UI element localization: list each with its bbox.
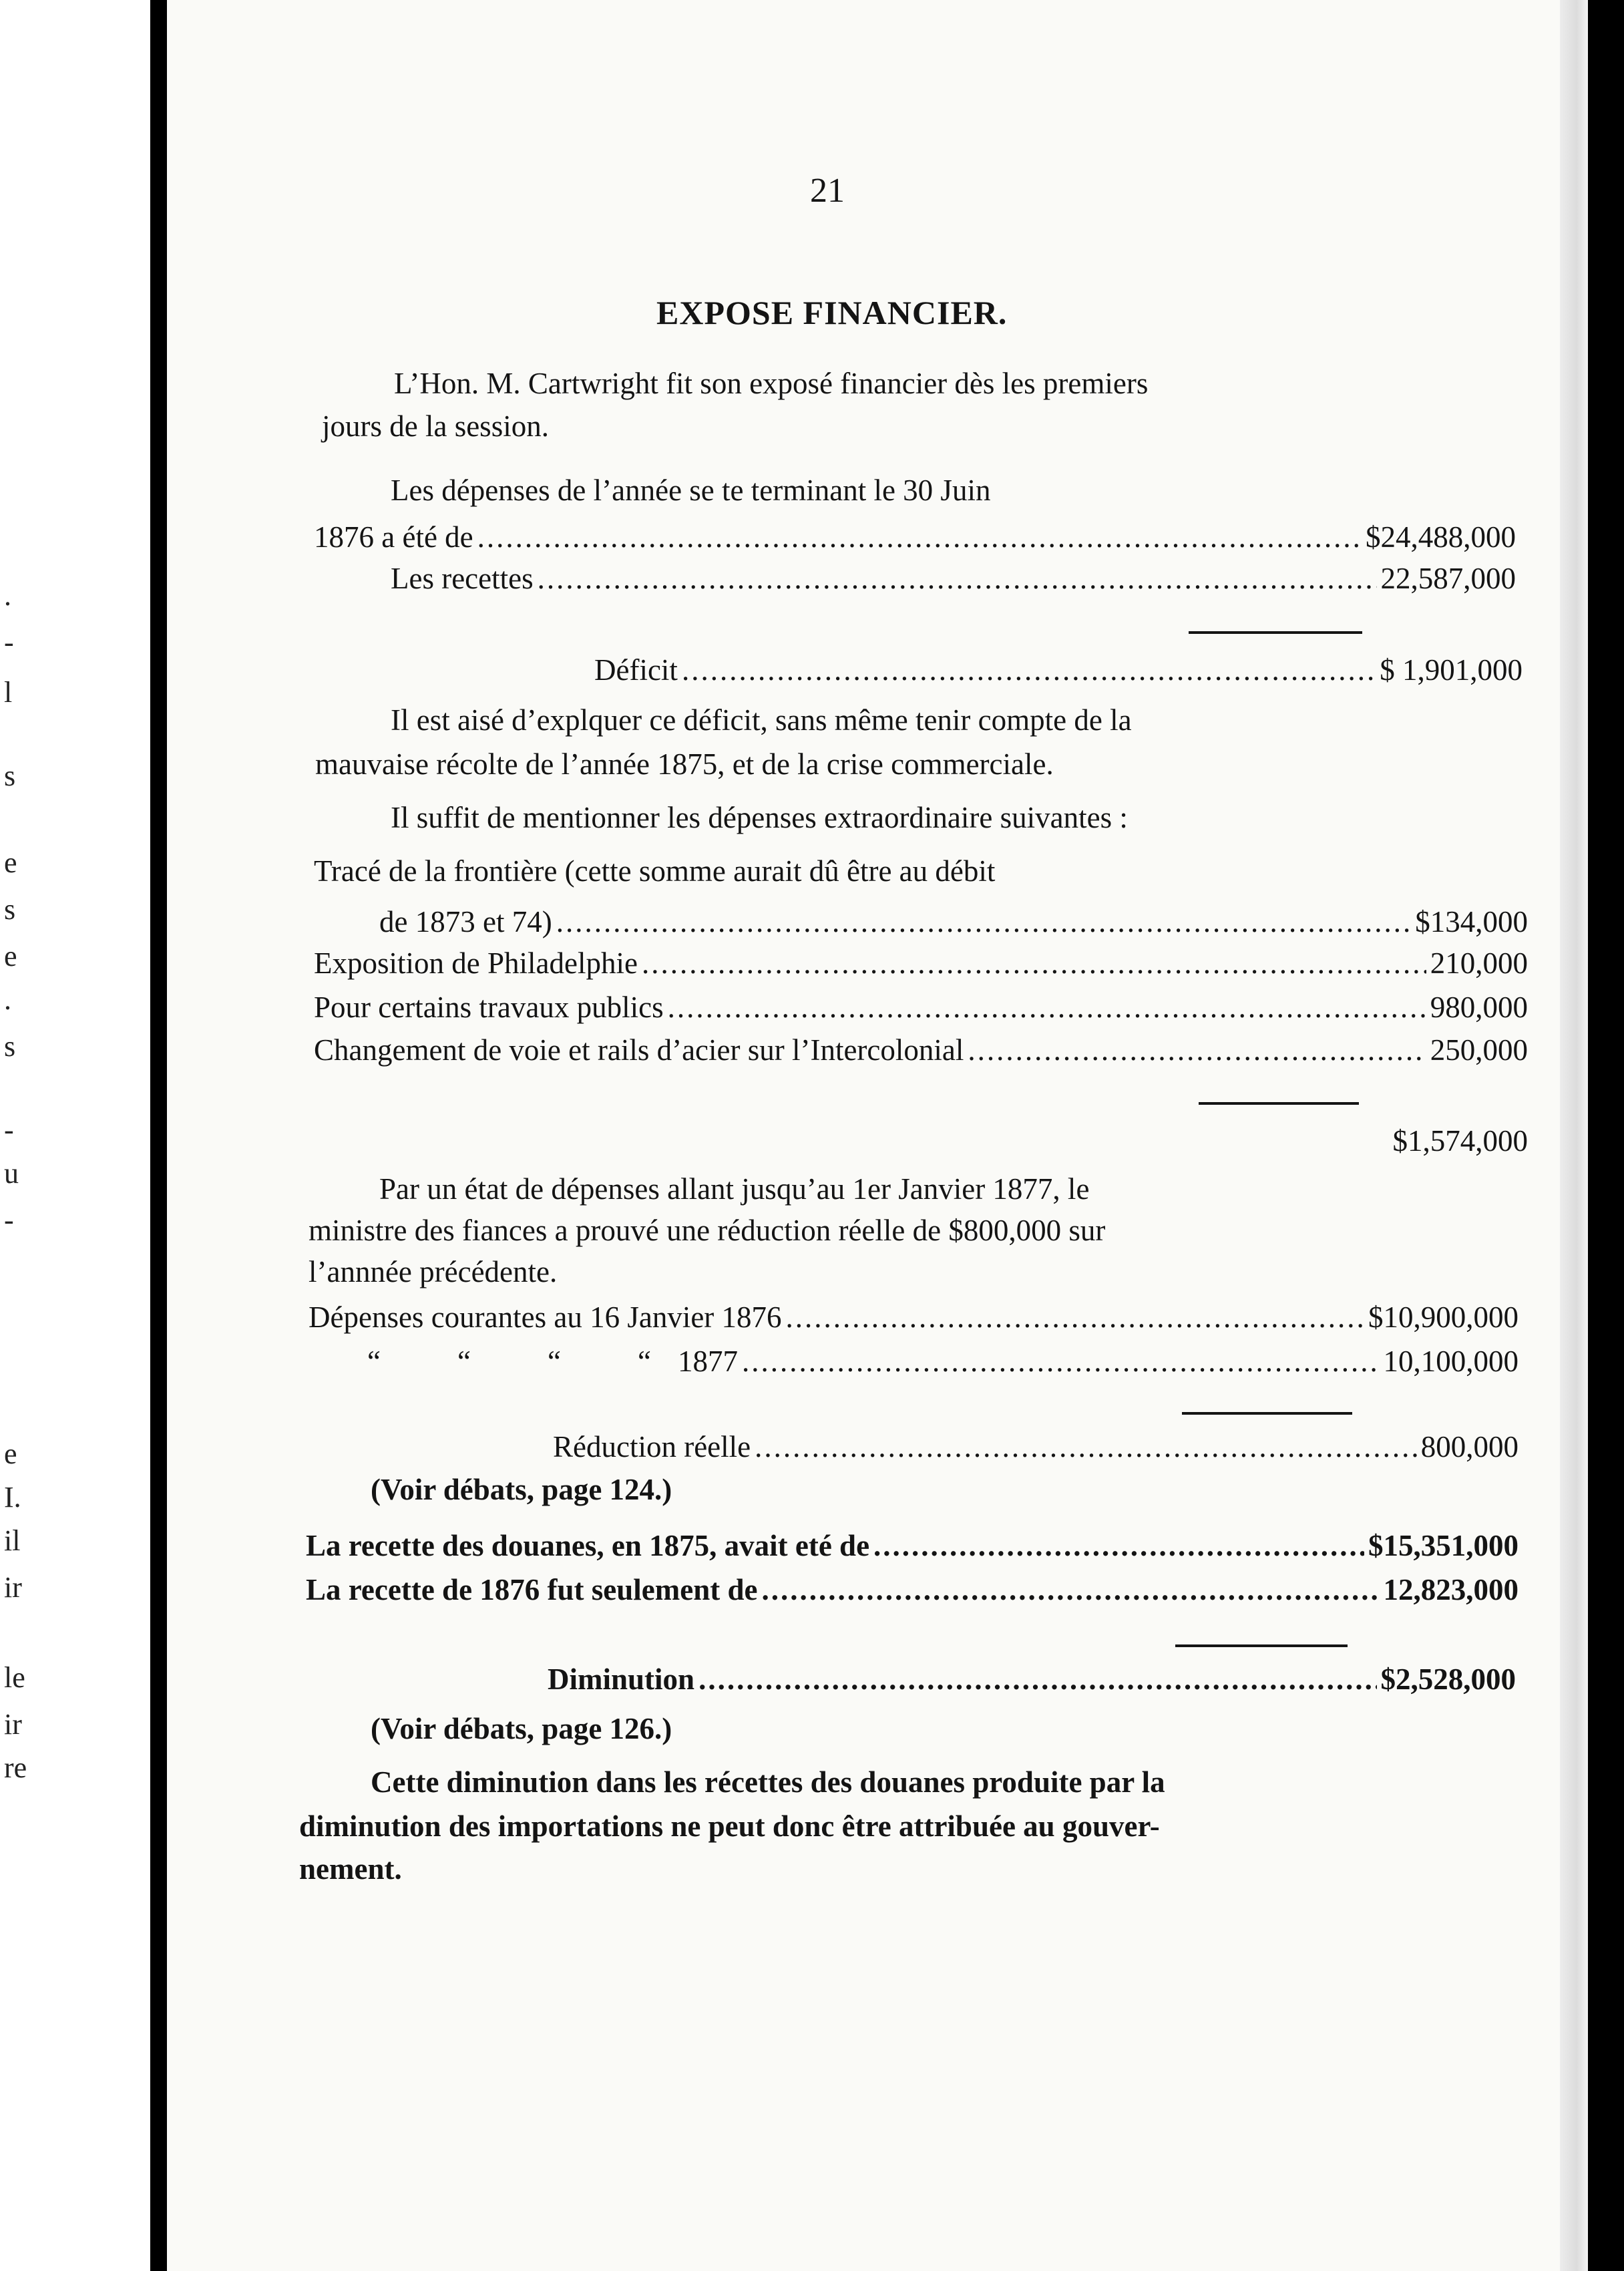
left-page-fragment xyxy=(0,0,150,2271)
depenses-label: 1876 a été de xyxy=(314,520,473,554)
left-page-text-fragment: e xyxy=(4,1437,17,1470)
deficit-label: Déficit xyxy=(594,653,678,687)
left-page-text-fragment: il xyxy=(4,1524,21,1557)
travaux-row xyxy=(314,989,1528,1026)
leader-dots xyxy=(642,944,1426,982)
conclusion-line-3: nement. xyxy=(299,1852,402,1886)
left-page-text-fragment: e xyxy=(4,846,17,879)
page-number: 21 xyxy=(810,172,845,210)
conclusion-line-2: diminution des importations ne peut donc être attribuée au gouver- xyxy=(299,1809,1160,1843)
left-page-text-fragment: e xyxy=(4,940,17,973)
left-page-text-fragment: l xyxy=(4,676,13,709)
leader-dots xyxy=(682,651,1376,689)
courantes-row-1 xyxy=(309,1298,1518,1336)
expo-row xyxy=(314,944,1528,982)
leader-dots xyxy=(762,1571,1380,1608)
leader-dots xyxy=(556,903,1412,940)
leader-dots xyxy=(477,518,1362,556)
left-page-text-fragment: ir xyxy=(4,1708,22,1741)
deficit-para-line-1: Il est aisé d’explquer ce déficit, sans même tenir compte de la xyxy=(391,703,1132,737)
diminution-row xyxy=(548,1661,1516,1698)
left-page-text-fragment: I. xyxy=(4,1481,21,1514)
recettes-amount: 22,587,000 xyxy=(1380,562,1516,595)
left-page-text-fragment: le xyxy=(4,1661,25,1694)
intro-line-2: jours de la session. xyxy=(322,409,549,443)
left-page-text-fragment: - xyxy=(4,1204,14,1236)
sum-rule-3 xyxy=(1182,1412,1352,1415)
diminution-label: Diminution xyxy=(548,1663,695,1696)
travaux-amount: 980,000 xyxy=(1430,991,1528,1024)
leader-dots xyxy=(755,1428,1417,1465)
leader-dots xyxy=(668,989,1426,1026)
intro-line-1: L’Hon. M. Cartwright fit son exposé financier dès les premiers xyxy=(394,367,1149,400)
depenses-row xyxy=(314,518,1516,556)
douanes-row-2 xyxy=(306,1571,1518,1608)
courantes-amount-2: 10,100,000 xyxy=(1383,1345,1518,1378)
trace-amount: $134,000 xyxy=(1415,905,1528,938)
douanes-label-2: La recette de 1876 fut seulement de xyxy=(306,1573,758,1606)
sum-rule-2 xyxy=(1199,1102,1359,1105)
douanes-amount-2: 12,823,000 xyxy=(1383,1573,1518,1606)
courantes-year-2: 1877 xyxy=(678,1345,738,1378)
sum-rule-1 xyxy=(1189,631,1362,634)
deficit-row xyxy=(594,651,1522,689)
expo-label: Exposition de Philadelphie xyxy=(314,946,638,980)
page-fold-shadow xyxy=(1560,0,1588,2271)
left-page-text-fragment: - xyxy=(4,1113,14,1146)
reduction-amount: 800,000 xyxy=(1420,1430,1518,1463)
sum-rule-4 xyxy=(1175,1644,1348,1647)
diminution-amount: $2,528,000 xyxy=(1380,1663,1516,1696)
left-page-text-fragment: . xyxy=(4,579,11,612)
voie-label: Changement de voie et rails d’acier sur l’Intercolonial xyxy=(314,1033,964,1067)
left-page-text-fragment: s xyxy=(4,759,16,792)
leader-dots xyxy=(968,1031,1426,1069)
depenses-amount: $24,488,000 xyxy=(1366,520,1516,554)
deficit-para-line-2: mauvaise récolte de l’année 1875, et de la crise commerciale. xyxy=(315,747,1054,781)
voie-row xyxy=(314,1031,1528,1069)
extra-total: $1,574,000 xyxy=(1392,1124,1528,1158)
ditto-mark: “ xyxy=(638,1345,651,1378)
voie-amount: 250,000 xyxy=(1430,1033,1528,1067)
document-page xyxy=(167,0,1588,2271)
deficit-amount: $ 1,901,000 xyxy=(1380,653,1522,687)
trace-row xyxy=(379,903,1528,940)
left-page-text-fragment: re xyxy=(4,1751,27,1784)
ditto-mark: “ xyxy=(367,1345,381,1378)
trace-label: de 1873 et 74) xyxy=(379,905,552,938)
reduction-row xyxy=(553,1428,1518,1465)
douanes-label-1: La recette des douanes, en 1875, avait eté de xyxy=(306,1529,870,1562)
expo-amount: 210,000 xyxy=(1430,946,1528,980)
douanes-amount-1: $15,351,000 xyxy=(1368,1529,1518,1562)
etat-para-line-1: Par un état de dépenses allant jusqu’au 1er Janvier 1877, le xyxy=(379,1172,1090,1206)
leader-dots xyxy=(742,1343,1380,1380)
travaux-label: Pour certains travaux publics xyxy=(314,991,664,1024)
left-page-text-fragment: - xyxy=(4,626,14,659)
left-page-text-fragment: s xyxy=(4,1030,16,1063)
leader-dots xyxy=(538,560,1377,597)
conclusion-line-1: Cette diminution dans les récettes des douanes produite par la xyxy=(371,1765,1165,1799)
leader-dots xyxy=(698,1661,1376,1698)
douanes-row-1 xyxy=(306,1527,1518,1564)
recettes-row xyxy=(391,560,1516,597)
etat-para-line-3: l’annnée précédente. xyxy=(309,1255,558,1288)
voir-debats-124: (Voir débats, page 124.) xyxy=(371,1473,672,1506)
left-page-text-fragment: . xyxy=(4,983,11,1016)
left-page-text-fragment: s xyxy=(4,893,16,926)
suffit-para: Il suffit de mentionner les dépenses extraordinaire suivantes : xyxy=(391,801,1128,834)
leader-dots xyxy=(873,1527,1364,1564)
reduction-label: Réduction réelle xyxy=(553,1430,751,1463)
trace-line-1: Tracé de la frontière (cette somme aurait dû être au débit xyxy=(314,854,996,888)
voir-debats-126: (Voir débats, page 126.) xyxy=(371,1712,672,1745)
courantes-row-2 xyxy=(367,1343,1518,1380)
leader-dots xyxy=(786,1298,1364,1336)
courantes-amount-1: $10,900,000 xyxy=(1368,1300,1518,1334)
ditto-mark: “ xyxy=(548,1345,561,1378)
courantes-label-1: Dépenses courantes au 16 Janvier 1876 xyxy=(309,1300,782,1334)
left-page-text-fragment: ir xyxy=(4,1571,22,1604)
left-page-text-fragment: u xyxy=(4,1157,19,1190)
courantes-label-2 xyxy=(367,1343,738,1380)
page-title: EXPOSE FINANCIER. xyxy=(656,294,1008,331)
ditto-mark: “ xyxy=(457,1345,471,1378)
recettes-label: Les recettes xyxy=(391,562,534,595)
depenses-line-1: Les dépenses de l’année se te terminant le 30 Juin xyxy=(391,474,991,507)
etat-para-line-2: ministre des fiances a prouvé une réduction réelle de $800,000 sur xyxy=(309,1214,1106,1247)
